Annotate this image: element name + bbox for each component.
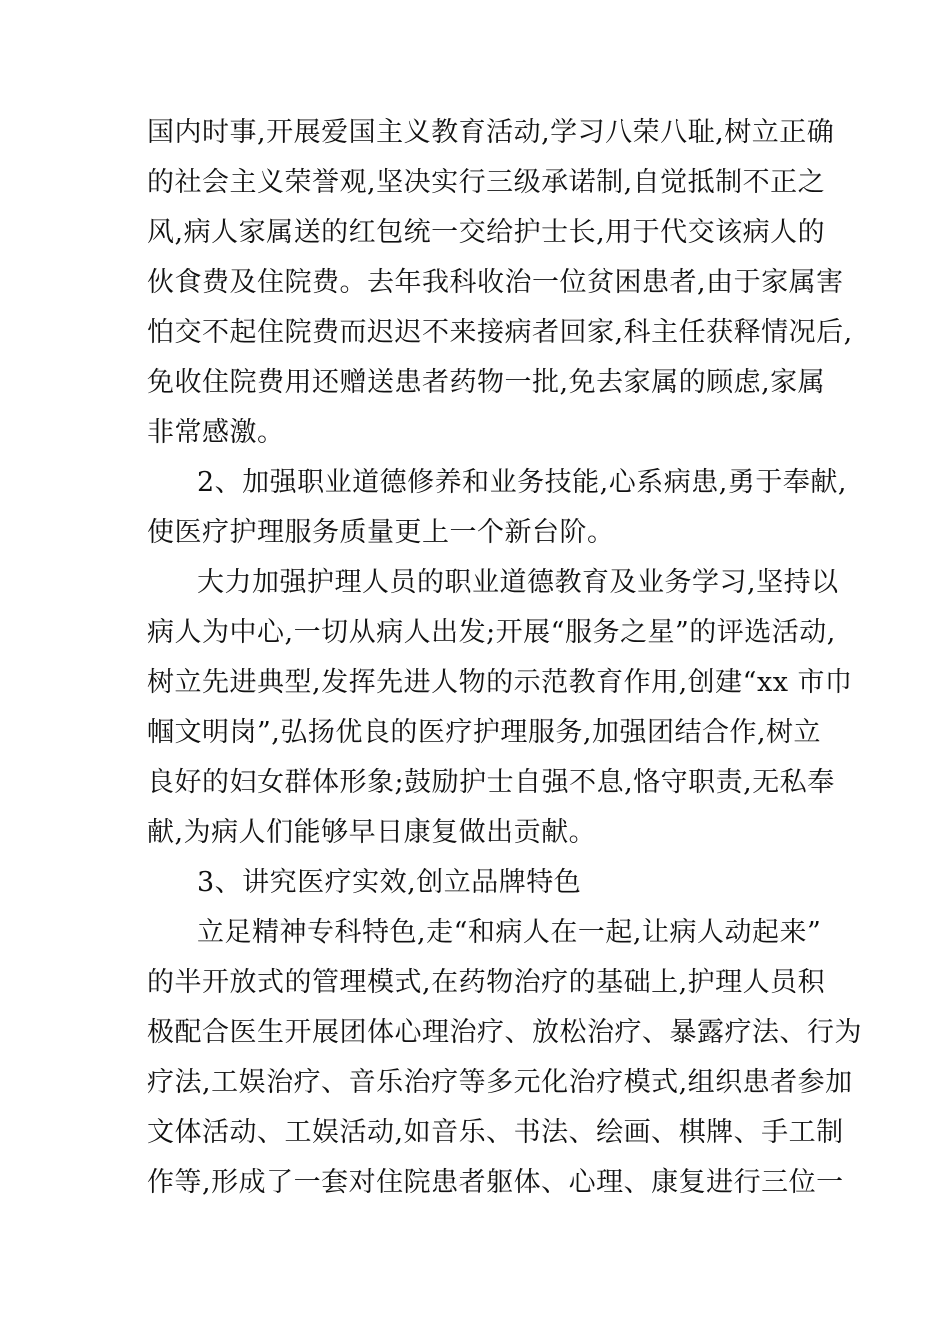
text-line: 非常感激。 [147,417,285,448]
paragraph-start: 大力加强护理人员的职业道德教育及业务学习,坚持以 [197,567,839,598]
text-line: 帼文明岗”,弘扬优良的医疗护理服务,加强团结合作,树立 [147,717,822,748]
text-line: 极配合医生开展团体心理治疗、放松治疗、暴露疗法、行为 [147,1017,862,1048]
text-line: 献,为病人们能够早日康复做出贡献。 [147,817,597,848]
text-line: 风,病人家属送的红包统一交给护士长,用于代交该病人的 [147,217,826,248]
text-line: 怕交不起住院费而迟迟不来接病者回家,科主任获释情况后, [147,317,853,348]
text-line: 国内时事,开展爱国主义教育活动,学习八荣八耻,树立正确 [147,117,835,148]
text-line: 伙食费及住院费。去年我科收治一位贫困患者,由于家属害 [147,267,844,298]
text-line: 树立先进典型,发挥先进人物的示范教育作用,创建“xx 市巾 [147,667,853,698]
text-line: 作等,形成了一套对住院患者躯体、心理、康复进行三位一 [147,1167,844,1198]
text-line: 疗法,工娱治疗、音乐治疗等多元化治疗模式,组织患者参加 [147,1067,853,1098]
text-line: 的社会主义荣誉观,坚决实行三级承诺制,自觉抵制不正之 [147,167,826,198]
text-line: 的半开放式的管理模式,在药物治疗的基础上,护理人员积 [147,967,826,998]
text-line: 病人为中心,一切从病人出发;开展“服务之星”的评选活动, [147,617,836,648]
paragraph-start: 立足精神专科特色,走“和病人在一起,让病人动起来” [197,917,822,948]
section-heading-3: 3、讲究医疗实效,创立品牌特色 [197,867,582,898]
text-line: 免收住院费用还赠送患者药物一批,免去家属的顾虑,家属 [147,367,826,398]
section-heading-2: 2、加强职业道德修养和业务技能,心系病患,勇于奉献, [197,467,847,498]
text-line: 文体活动、工娱活动,如音乐、书法、绘画、棋牌、手工制 [147,1117,844,1148]
text-line: 良好的妇女群体形象;鼓励护士自强不息,恪守职责,无私奉 [147,767,835,798]
text-line: 使医疗护理服务质量更上一个新台阶。 [147,517,615,548]
